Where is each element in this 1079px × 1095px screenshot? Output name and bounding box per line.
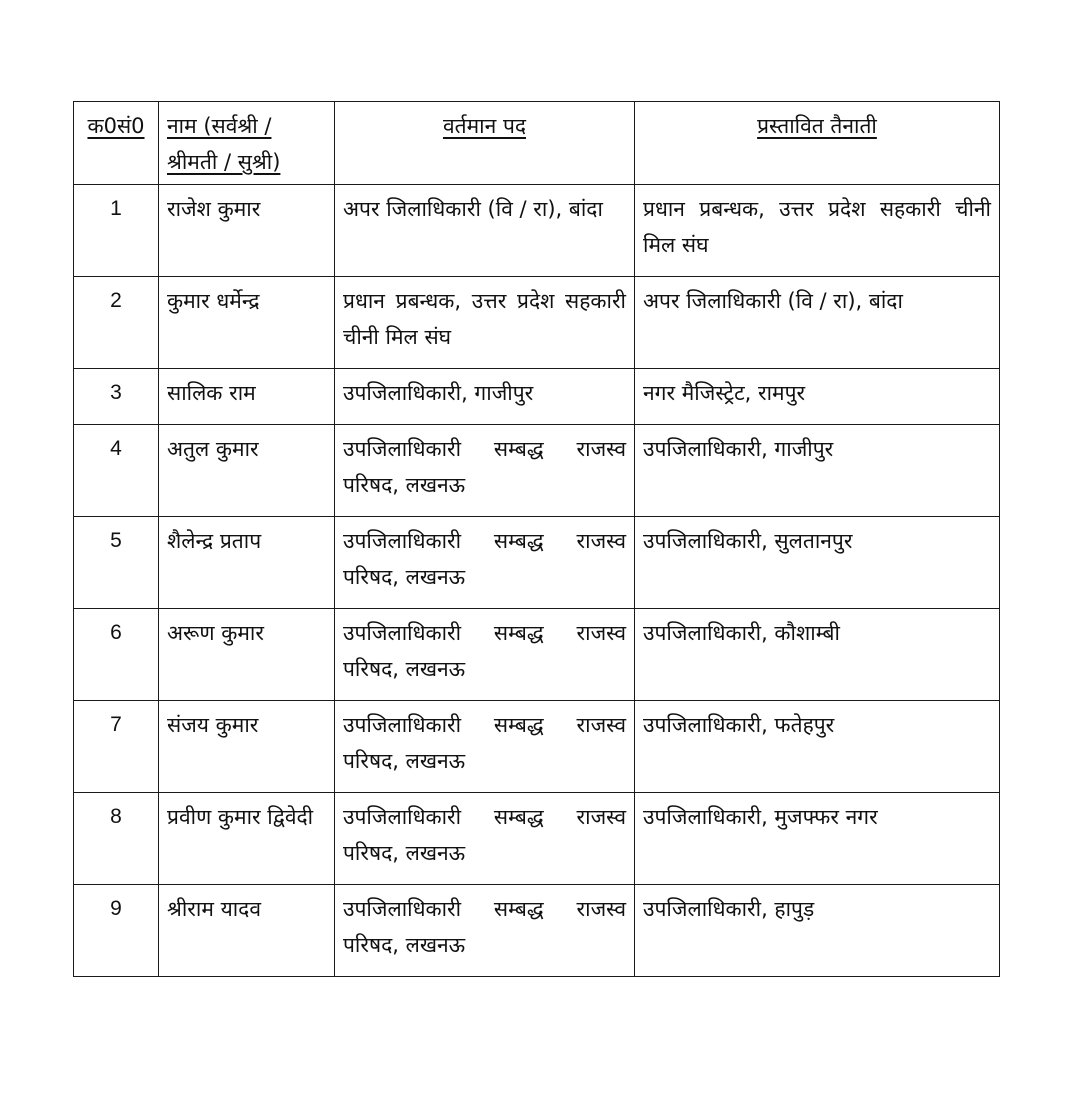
row-serial-number: 6 bbox=[74, 609, 159, 701]
row-serial-number: 9 bbox=[74, 885, 159, 977]
row-officer-name: सालिक राम bbox=[159, 369, 335, 425]
header-name-line1: नाम (सर्वश्री / bbox=[167, 114, 272, 138]
row-proposed-posting: उपजिलाधिकारी, मुजफ्फर नगर bbox=[635, 793, 1000, 885]
header-current-post: वर्तमान पद bbox=[335, 102, 635, 185]
row-serial-number: 4 bbox=[74, 425, 159, 517]
table-body bbox=[74, 185, 1000, 977]
row-current-post: उपजिलाधिकारी सम्बद्ध राजस्व परिषद, लखनऊ bbox=[335, 609, 635, 701]
table-row bbox=[74, 609, 1000, 701]
row-serial-number: 1 bbox=[74, 185, 159, 277]
row-officer-name: अतुल कुमार bbox=[159, 425, 335, 517]
row-current-post: अपर जिलाधिकारी (वि / रा), बांदा bbox=[335, 185, 635, 277]
table-row bbox=[74, 277, 1000, 369]
row-officer-name: श्रीराम यादव bbox=[159, 885, 335, 977]
header-name-line2: श्रीमती / सुश्री) bbox=[167, 150, 281, 174]
table-row bbox=[74, 185, 1000, 277]
row-proposed-posting: उपजिलाधिकारी, गाजीपुर bbox=[635, 425, 1000, 517]
header-proposed-posting: प्रस्तावित तैनाती bbox=[635, 102, 1000, 185]
row-proposed-posting: नगर मैजिस्ट्रेट, रामपुर bbox=[635, 369, 1000, 425]
row-current-post: प्रधान प्रबन्धक, उत्तर प्रदेश सहकारी चीनी मिल संघ bbox=[335, 277, 635, 369]
row-current-post: उपजिलाधिकारी सम्बद्ध राजस्व परिषद, लखनऊ bbox=[335, 793, 635, 885]
row-proposed-posting: उपजिलाधिकारी, हापुड़ bbox=[635, 885, 1000, 977]
row-proposed-posting: प्रधान प्रबन्धक, उत्तर प्रदेश सहकारी चीनी मिल संघ bbox=[635, 185, 1000, 277]
table-row bbox=[74, 425, 1000, 517]
table-row bbox=[74, 517, 1000, 609]
header-name bbox=[159, 102, 335, 185]
row-officer-name: राजेश कुमार bbox=[159, 185, 335, 277]
row-proposed-posting: उपजिलाधिकारी, फतेहपुर bbox=[635, 701, 1000, 793]
row-current-post: उपजिलाधिकारी सम्बद्ध राजस्व परिषद, लखनऊ bbox=[335, 885, 635, 977]
row-officer-name: संजय कुमार bbox=[159, 701, 335, 793]
table-row bbox=[74, 885, 1000, 977]
row-proposed-posting: उपजिलाधिकारी, सुलतानपुर bbox=[635, 517, 1000, 609]
row-current-post: उपजिलाधिकारी सम्बद्ध राजस्व परिषद, लखनऊ bbox=[335, 517, 635, 609]
row-current-post: उपजिलाधिकारी सम्बद्ध राजस्व परिषद, लखनऊ bbox=[335, 425, 635, 517]
table-row bbox=[74, 369, 1000, 425]
table-header bbox=[74, 102, 1000, 185]
row-officer-name: अरूण कुमार bbox=[159, 609, 335, 701]
transfer-table bbox=[73, 101, 1000, 977]
row-officer-name: शैलेन्द्र प्रताप bbox=[159, 517, 335, 609]
row-current-post: उपजिलाधिकारी, गाजीपुर bbox=[335, 369, 635, 425]
row-serial-number: 5 bbox=[74, 517, 159, 609]
header-serial-number: क0सं0 bbox=[74, 102, 159, 185]
table-row bbox=[74, 701, 1000, 793]
row-proposed-posting: उपजिलाधिकारी, कौशाम्बी bbox=[635, 609, 1000, 701]
row-serial-number: 3 bbox=[74, 369, 159, 425]
row-officer-name: कुमार धर्मेन्द्र bbox=[159, 277, 335, 369]
table-row bbox=[74, 793, 1000, 885]
row-officer-name: प्रवीण कुमार द्विवेदी bbox=[159, 793, 335, 885]
row-proposed-posting: अपर जिलाधिकारी (वि / रा), बांदा bbox=[635, 277, 1000, 369]
header-row bbox=[74, 102, 1000, 185]
row-serial-number: 7 bbox=[74, 701, 159, 793]
row-current-post: उपजिलाधिकारी सम्बद्ध राजस्व परिषद, लखनऊ bbox=[335, 701, 635, 793]
row-serial-number: 8 bbox=[74, 793, 159, 885]
row-serial-number: 2 bbox=[74, 277, 159, 369]
